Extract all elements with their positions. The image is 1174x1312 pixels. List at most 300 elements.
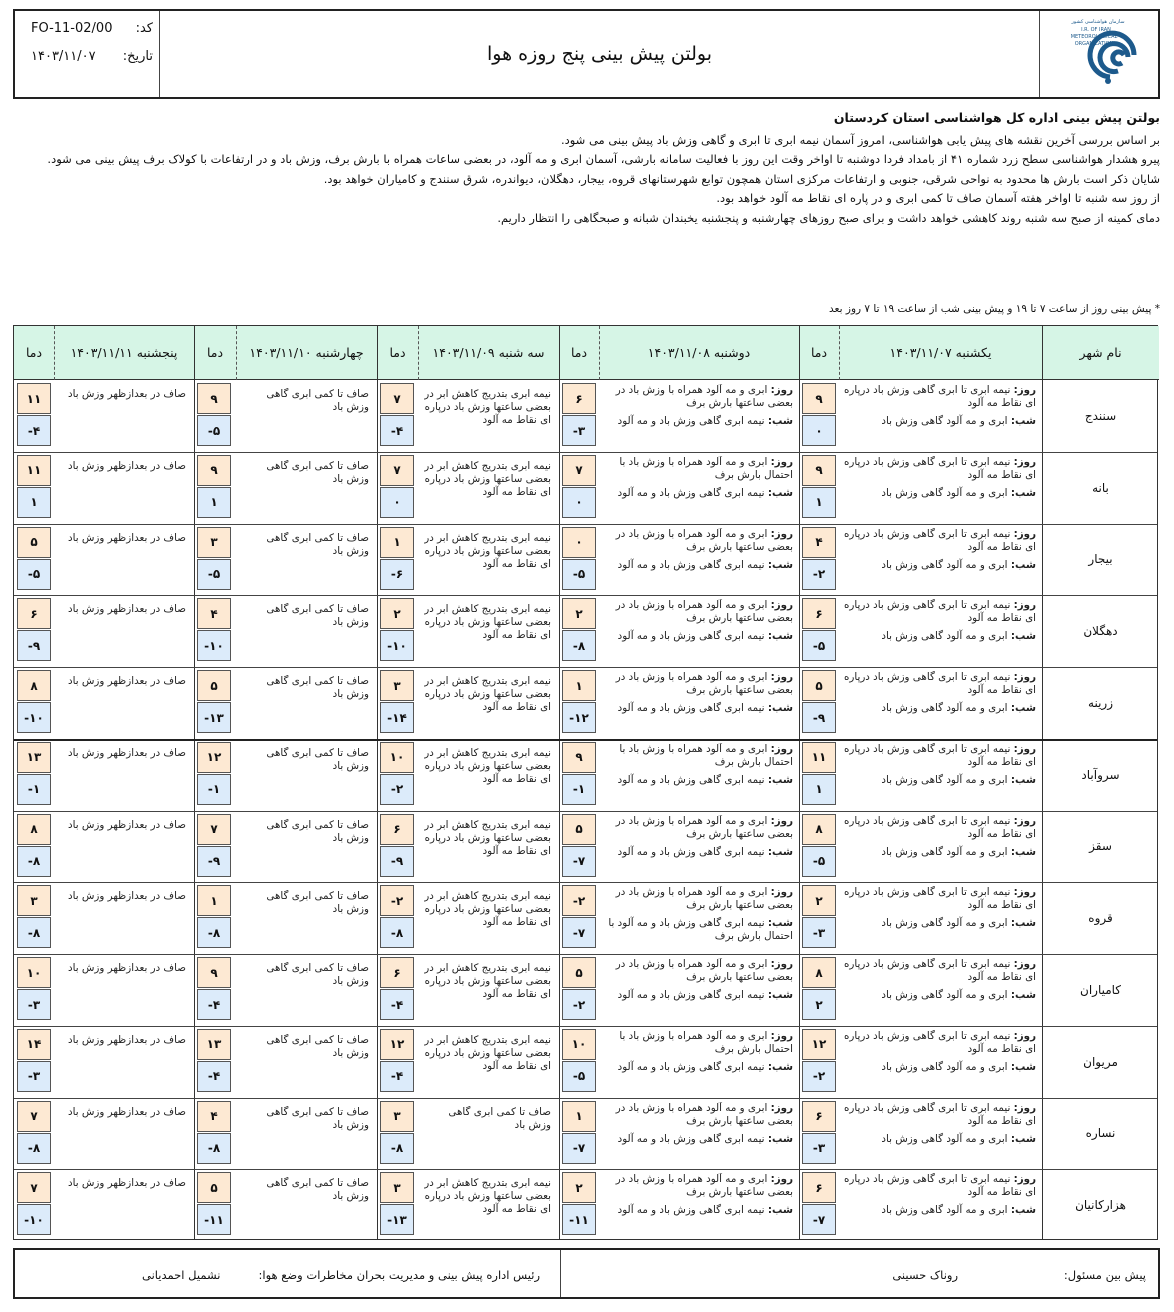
day-forecast-text: نیمه ابری تا ابری گاهی وزش باد درپاره ای نقاط مه آلود bbox=[843, 455, 1036, 481]
city-name: هزارکانیان bbox=[1075, 1198, 1126, 1213]
night-forecast bbox=[843, 917, 1036, 930]
night-forecast-text: ابری و مه آلود گاهی وزش باد bbox=[881, 1132, 1008, 1145]
day-label: روز: bbox=[1013, 384, 1036, 396]
day-forecast-text: ابری و مه آلود همراه با وزش باد در بعضی ساعتها بارش برف bbox=[615, 886, 793, 912]
day-label: روز: bbox=[1013, 886, 1036, 899]
min-temp-d2: ۰ bbox=[562, 487, 596, 518]
night-forecast bbox=[843, 989, 1036, 1002]
max-temp-d3: ۷ bbox=[380, 455, 414, 486]
night-forecast bbox=[843, 774, 1036, 787]
intro-paragraph-5: دمای کمینه از صبح سه شنبه روند کاهشی خواهد داشت و برای صبح روزهای چهارشنبه و پنجشنبه یخبندان شبانه و صبحگاهی را انتظار داریم. bbox=[497, 210, 1160, 225]
row-divider bbox=[14, 452, 1157, 453]
night-forecast bbox=[843, 487, 1036, 500]
night-label: شب: bbox=[767, 917, 793, 930]
row-divider bbox=[14, 595, 1157, 596]
max-temp-d1: ۸ bbox=[802, 814, 836, 845]
night-forecast-text: ابری و مه آلود گاهی وزش باد bbox=[881, 1060, 1008, 1073]
day-forecast bbox=[843, 815, 1036, 841]
max-temp-d2: ۱ bbox=[562, 1101, 596, 1132]
night-forecast bbox=[603, 846, 793, 859]
day-forecast bbox=[603, 599, 793, 625]
max-temp-d5: ۱۰ bbox=[17, 957, 51, 988]
night-label: شب: bbox=[1010, 702, 1036, 714]
day-label: روز: bbox=[770, 814, 793, 827]
row-divider bbox=[14, 739, 1157, 741]
night-forecast bbox=[603, 1061, 793, 1074]
max-temp-d2: ۰ bbox=[562, 527, 596, 558]
min-temp-d2: -۱۱ bbox=[562, 1204, 596, 1235]
code-value: FO-11-02/00 bbox=[31, 21, 113, 36]
day-forecast-text: ابری و مه آلود همراه با وزش باد با احتمال بارش برف bbox=[619, 742, 793, 768]
forecast-text-d4: صاف تا کمی ابری گاهی وزش باد bbox=[266, 1033, 369, 1059]
day-forecast-text: نیمه ابری تا ابری گاهی وزش باد درپاره ای نقاط مه آلود bbox=[843, 742, 1036, 768]
night-label: شب: bbox=[1010, 917, 1036, 930]
day-forecast-text: نیمه ابری تا ابری گاهی وزش باد درپاره ای نقاط مه آلود bbox=[843, 384, 1036, 409]
day-label: روز: bbox=[1013, 671, 1036, 683]
date-value: ۱۴۰۳/۱۱/۰۷ bbox=[31, 49, 96, 64]
max-temp-d5: ۷ bbox=[17, 1101, 51, 1132]
min-temp-d2: -۵ bbox=[562, 1061, 596, 1092]
night-forecast-text: نیمه ابری گاهی وزش باد و مه آلود bbox=[617, 558, 765, 571]
forecast-text-d1 bbox=[843, 743, 1036, 809]
forecast-text-d3: نیمه ابری بتدریج کاهش ابر در بعضی ساعتها وزش باد درپاره ای نقاط مه آلود bbox=[424, 531, 551, 570]
max-temp-d2: ۲ bbox=[562, 598, 596, 629]
city-name: بانه bbox=[1092, 480, 1109, 495]
forecast-text-d3: نیمه ابری بتدریج کاهش ابر در بعضی ساعتها وزش باد درپاره ای نقاط مه آلود bbox=[424, 746, 551, 785]
day-header-4: چهارشنبه ۱۴۰۳/۱۱/۱۰ bbox=[236, 326, 377, 380]
min-temp-d5: -۱۰ bbox=[17, 702, 51, 733]
forecast-text-d1 bbox=[843, 886, 1036, 952]
min-temp-d2: -۷ bbox=[562, 917, 596, 948]
max-temp-d4: ۴ bbox=[197, 1101, 231, 1132]
night-forecast bbox=[603, 630, 793, 643]
day-forecast bbox=[843, 528, 1036, 554]
max-temp-d5: ۳ bbox=[17, 885, 51, 916]
day-forecast-text: نیمه ابری تا ابری گاهی وزش باد درپاره ای نقاط مه آلود bbox=[843, 814, 1036, 840]
max-temp-d2: ۹ bbox=[562, 742, 596, 773]
min-temp-d2: -۵ bbox=[562, 559, 596, 590]
day-label: روز: bbox=[1013, 1101, 1036, 1114]
min-temp-d3: -۱۰ bbox=[380, 630, 414, 661]
max-temp-d5: ۱۱ bbox=[17, 455, 51, 486]
day-label: روز: bbox=[770, 886, 793, 899]
forecast-text-d3: نیمه ابری بتدریج کاهش ابر در بعضی ساعتها وزش باد درپاره ای نقاط مه آلود bbox=[424, 459, 551, 498]
temp-header-2: دما bbox=[559, 326, 599, 380]
day-label: روز: bbox=[1013, 527, 1036, 540]
night-forecast bbox=[603, 989, 793, 1002]
day-label: روز: bbox=[770, 671, 793, 683]
min-temp-d4: -۹ bbox=[197, 846, 231, 877]
max-temp-d2: ۱۰ bbox=[562, 1029, 596, 1060]
max-temp-d4: ۴ bbox=[197, 598, 231, 629]
row-divider bbox=[14, 667, 1157, 668]
forecast-text-d1 bbox=[843, 384, 1036, 450]
night-forecast-text: ابری و مه آلود گاهی وزش باد bbox=[881, 630, 1008, 643]
max-temp-d3: ۳ bbox=[380, 670, 414, 701]
max-temp-d4: ۳ bbox=[197, 527, 231, 558]
city-name: سنندج bbox=[1084, 408, 1117, 423]
night-forecast-text: نیمه ابری گاهی وزش باد و مه آلود bbox=[617, 415, 765, 427]
logo-spiral-icon bbox=[1038, 11, 1158, 97]
day-forecast-text: ابری و مه آلود همراه با وزش باد با احتمال بارش برف bbox=[619, 455, 793, 481]
max-temp-d3: ۳ bbox=[380, 1172, 414, 1203]
forecast-text-d5: صاف در بعدازظهر وزش باد bbox=[67, 1177, 186, 1190]
day-label: روز: bbox=[1013, 742, 1036, 755]
day-label: روز: bbox=[1013, 1029, 1036, 1042]
day-forecast bbox=[843, 456, 1036, 482]
night-label: شب: bbox=[767, 1132, 793, 1145]
night-forecast-text: ابری و مه آلود گاهی وزش باد bbox=[881, 558, 1008, 571]
day-label: روز: bbox=[770, 455, 793, 468]
day-forecast-text: ابری و مه آلود همراه با وزش باد در بعضی ساعتها بارش برف bbox=[615, 958, 793, 983]
min-temp-d5: -۸ bbox=[17, 846, 51, 877]
forecast-text-d4: صاف تا کمی ابری گاهی وزش باد bbox=[266, 603, 369, 629]
night-forecast-text: ابری و مه آلود گاهی وزش باد bbox=[881, 989, 1008, 1001]
day-label: روز: bbox=[1013, 958, 1036, 970]
min-temp-d2: -۱ bbox=[562, 774, 596, 805]
night-label: شب: bbox=[767, 989, 793, 1001]
city-name: سقز bbox=[1089, 839, 1112, 854]
min-temp-d2: -۸ bbox=[562, 630, 596, 661]
min-temp-d2: -۲ bbox=[562, 989, 596, 1020]
day-label: روز: bbox=[770, 1029, 793, 1042]
min-temp-d3: -۶ bbox=[380, 559, 414, 590]
city-header: نام شهر bbox=[1042, 326, 1159, 380]
day-forecast bbox=[603, 1102, 793, 1128]
min-temp-d4: -۱۰ bbox=[197, 630, 231, 661]
forecast-text-d3: نیمه ابری بتدریج کاهش ابر در بعضی ساعتها وزش باد درپاره ای نقاط مه آلود bbox=[424, 962, 551, 1000]
max-temp-d5: ۱۱ bbox=[17, 383, 51, 414]
city-name: سروآباد bbox=[1081, 767, 1120, 782]
night-forecast bbox=[603, 702, 793, 715]
day-forecast-text: نیمه ابری تا ابری گاهی وزش باد درپاره ای نقاط مه آلود bbox=[843, 527, 1036, 553]
night-label: شب: bbox=[767, 486, 793, 499]
night-label: شب: bbox=[1010, 486, 1036, 499]
min-temp-d5: -۸ bbox=[17, 917, 51, 948]
max-temp-d4: ۹ bbox=[197, 455, 231, 486]
day-forecast bbox=[843, 743, 1036, 769]
day-label: روز: bbox=[770, 599, 793, 612]
forecast-text-d3: نیمه ابری بتدریج کاهش ابر در بعضی ساعتها وزش باد درپاره ای نقاط مه آلود bbox=[424, 890, 551, 929]
organization-logo bbox=[1038, 11, 1158, 97]
forecast-text-d4: صاف تا کمی ابری گاهی وزش باد bbox=[266, 1177, 369, 1203]
night-forecast bbox=[603, 559, 793, 572]
head-name: نشمیل احمدیانی bbox=[142, 1268, 221, 1282]
forecast-text-d5: صاف در بعدازظهر وزش باد bbox=[67, 675, 186, 687]
min-temp-d3: -۴ bbox=[380, 1061, 414, 1092]
forecast-text-d2 bbox=[603, 815, 793, 881]
forecast-table bbox=[13, 325, 1158, 1240]
day-header-1: یکشنبه ۱۴۰۳/۱۱/۰۷ bbox=[839, 326, 1042, 380]
night-forecast-text: ابری و مه آلود گاهی وزش باد bbox=[881, 917, 1008, 930]
min-temp-d1: -۲ bbox=[802, 1061, 836, 1092]
forecast-text-d5: صاف در بعدازظهر وزش باد bbox=[67, 459, 186, 472]
min-temp-d1: -۹ bbox=[802, 702, 836, 733]
forecast-text-d2 bbox=[603, 384, 793, 450]
max-temp-d4: ۹ bbox=[197, 383, 231, 414]
bulletin-header bbox=[13, 9, 1160, 99]
city-name: قروه bbox=[1088, 911, 1113, 926]
forecast-text-d1 bbox=[843, 815, 1036, 881]
forecast-text-d5: صاف در بعدازظهر وزش باد bbox=[67, 603, 186, 616]
forecast-text-d4: صاف تا کمی ابری گاهی وزش باد bbox=[266, 675, 369, 700]
forecast-text-d3: نیمه ابری بتدریج کاهش ابر در بعضی ساعتها وزش باد درپاره ای نقاط مه آلود bbox=[424, 675, 551, 713]
night-label: شب: bbox=[1010, 845, 1036, 858]
max-temp-d1: ۶ bbox=[802, 598, 836, 629]
temp-header-5: دما bbox=[14, 326, 54, 380]
day-forecast bbox=[603, 384, 793, 410]
head-label: رئیس اداره پیش بینی و مدیریت بحران مخاطرات وضع هوا: bbox=[258, 1268, 540, 1282]
day-forecast-text: ابری و مه آلود همراه با وزش باد در بعضی ساعتها بارش برف bbox=[615, 1101, 793, 1127]
logo-text-fa: سازمان هواشناسی کشور bbox=[1071, 19, 1125, 25]
row-divider bbox=[14, 524, 1157, 525]
night-forecast bbox=[843, 415, 1036, 428]
day-forecast-text: ابری و مه آلود همراه با وزش باد در بعضی ساعتها بارش برف bbox=[615, 599, 793, 625]
night-label: شب: bbox=[1010, 630, 1036, 643]
intro-paragraph-2: پیرو هشدار هواشناسی سطح زرد شماره ۴۱ از بامداد فردا دوشنبه تا اواخر وقت این روز با فعالیت سامانه بارشی، آسمان ابری و مه آلود، در بعضی ساعات همراه با بارش برف، وزش باد و در ارتفاعات با کولاک برف پیش بینی می شود. bbox=[47, 152, 1160, 166]
min-temp-d1: -۵ bbox=[802, 630, 836, 661]
forecast-text-d2 bbox=[603, 886, 793, 952]
max-temp-d3: ۱ bbox=[380, 527, 414, 558]
forecast-text-d1 bbox=[843, 1173, 1036, 1239]
night-forecast-text: ابری و مه آلود گاهی وزش باد bbox=[881, 415, 1008, 427]
logo-text-en1: I.R. OF IRAN bbox=[1081, 27, 1111, 33]
forecast-text-d4: صاف تا کمی ابری گاهی وزش باد bbox=[266, 1105, 369, 1131]
min-temp-d3: -۲ bbox=[380, 774, 414, 805]
day-forecast bbox=[843, 599, 1036, 625]
forecast-text-d1 bbox=[843, 671, 1036, 737]
max-temp-d1: ۶ bbox=[802, 1172, 836, 1203]
night-label: شب: bbox=[1010, 1204, 1036, 1217]
forecast-text-d3: نیمه ابری بتدریج کاهش ابر در بعضی ساعتها وزش باد درپاره ای نقاط مه آلود bbox=[424, 388, 551, 426]
city-name: دهگلان bbox=[1083, 624, 1118, 639]
day-forecast bbox=[603, 886, 793, 912]
max-temp-d1: ۹ bbox=[802, 383, 836, 414]
night-forecast bbox=[603, 1133, 793, 1146]
forecast-text-d2 bbox=[603, 958, 793, 1024]
min-temp-d2: -۱۲ bbox=[562, 702, 596, 733]
max-temp-d1: ۵ bbox=[802, 670, 836, 701]
max-temp-d4: ۵ bbox=[197, 670, 231, 701]
max-temp-d2: ۲ bbox=[562, 1172, 596, 1203]
intro-paragraph-3: شایان ذکر است بارش ها محدود به نواحی شرقی، جنوبی و ارتفاعات مرکزی استان همچون توابع شهرستانهای قروه، بیجار، دهگلان، دیواندره، شرق سنندج و کامیاران خواهد بود. bbox=[323, 171, 1160, 186]
day-header-2: دوشنبه ۱۴۰۳/۱۱/۰۸ bbox=[599, 326, 799, 380]
max-temp-d3: ۱۰ bbox=[380, 742, 414, 773]
column-divider bbox=[194, 326, 195, 1239]
max-temp-d4: ۷ bbox=[197, 814, 231, 845]
night-forecast-text: نیمه ابری گاهی وزش باد و مه آلود bbox=[617, 702, 765, 714]
city-name: بیجار bbox=[1088, 552, 1113, 567]
day-forecast bbox=[843, 958, 1036, 984]
night-forecast-text: نیمه ابری گاهی وزش باد و مه آلود bbox=[617, 989, 765, 1001]
max-temp-d3: ۲ bbox=[380, 598, 414, 629]
min-temp-d3: -۸ bbox=[380, 917, 414, 948]
forecast-text-d5: صاف در بعدازظهر وزش باد bbox=[67, 890, 186, 903]
column-divider bbox=[377, 326, 378, 1239]
max-temp-d2: ۷ bbox=[562, 455, 596, 486]
forecast-text-d2 bbox=[603, 456, 793, 522]
forecast-time-note: * پیش بینی روز از ساعت ۷ تا ۱۹ و پیش بینی شب از ساعت ۱۹ تا ۷ روز بعد bbox=[829, 303, 1160, 315]
temp-header-3: دما bbox=[377, 326, 418, 380]
forecast-text-d4: صاف تا کمی ابری گاهی وزش باد bbox=[266, 890, 369, 916]
forecast-text-d2 bbox=[603, 528, 793, 594]
min-temp-d1: -۳ bbox=[802, 917, 836, 948]
forecast-text-d2 bbox=[603, 1102, 793, 1168]
min-temp-d4: -۱۱ bbox=[197, 1204, 231, 1235]
min-temp-d1: -۲ bbox=[802, 559, 836, 590]
max-temp-d1: ۱۱ bbox=[802, 742, 836, 773]
night-label: شب: bbox=[767, 558, 793, 571]
header-dash-divider bbox=[839, 326, 840, 380]
date-label: تاریخ: bbox=[122, 49, 153, 64]
min-temp-d4: -۴ bbox=[197, 1061, 231, 1092]
max-temp-d1: ۶ bbox=[802, 1101, 836, 1132]
min-temp-d4: -۴ bbox=[197, 989, 231, 1020]
forecast-text-d1 bbox=[843, 456, 1036, 522]
day-header-3: سه شنبه ۱۴۰۳/۱۱/۰۹ bbox=[418, 326, 559, 380]
night-forecast-text: ابری و مه آلود گاهی وزش باد bbox=[881, 845, 1008, 858]
night-label: شب: bbox=[767, 845, 793, 858]
max-temp-d2: ۱ bbox=[562, 670, 596, 701]
min-temp-d5: -۳ bbox=[17, 1061, 51, 1092]
night-forecast-text: نیمه ابری گاهی وزش باد و مه آلود با احتمال بارش برف bbox=[608, 917, 793, 943]
min-temp-d5: -۸ bbox=[17, 1133, 51, 1164]
min-temp-d2: -۷ bbox=[562, 1133, 596, 1164]
forecast-text-d2 bbox=[603, 671, 793, 737]
day-forecast-text: ابری و مه آلود همراه با وزش باد در بعضی ساعتها بارش برف bbox=[615, 671, 793, 696]
max-temp-d4: ۹ bbox=[197, 957, 231, 988]
city-name: کامیاران bbox=[1080, 982, 1122, 997]
night-forecast-text: نیمه ابری گاهی وزش باد و مه آلود bbox=[617, 1132, 765, 1145]
max-temp-d3: ۳ bbox=[380, 1101, 414, 1132]
day-forecast bbox=[603, 958, 793, 984]
min-temp-d4: ۱ bbox=[197, 487, 231, 518]
day-forecast bbox=[603, 456, 793, 482]
header-dash-divider bbox=[418, 326, 419, 380]
min-temp-d2: -۷ bbox=[562, 846, 596, 877]
max-temp-d1: ۹ bbox=[802, 455, 836, 486]
forecast-text-d5: صاف در بعدازظهر وزش باد bbox=[67, 818, 186, 831]
min-temp-d3: -۱۳ bbox=[380, 1204, 414, 1235]
forecast-text-d5: صاف در بعدازظهر وزش باد bbox=[67, 388, 186, 400]
max-temp-d2: -۲ bbox=[562, 885, 596, 916]
day-forecast-text: نیمه ابری تا ابری گاهی وزش باد درپاره ای نقاط مه آلود bbox=[843, 1029, 1036, 1055]
forecast-text-d3: صاف تا کمی ابری گاهی وزش باد bbox=[448, 1105, 551, 1131]
day-forecast-text: نیمه ابری تا ابری گاهی وزش باد درپاره ای نقاط مه آلود bbox=[843, 1173, 1036, 1199]
day-label: روز: bbox=[1013, 599, 1036, 612]
max-temp-d3: ۶ bbox=[380, 957, 414, 988]
min-temp-d3: -۴ bbox=[380, 415, 414, 446]
forecast-text-d2 bbox=[603, 743, 793, 809]
intro-title: بولتن پیش بینی اداره کل هواشناسی استان کردستان bbox=[833, 110, 1160, 125]
day-label: روز: bbox=[770, 1173, 793, 1186]
min-temp-d4: -۱۳ bbox=[197, 702, 231, 733]
max-temp-d5: ۸ bbox=[17, 814, 51, 845]
min-temp-d4: -۸ bbox=[197, 917, 231, 948]
day-forecast-text: نیمه ابری تا ابری گاهی وزش باد درپاره ای نقاط مه آلود bbox=[843, 886, 1036, 912]
forecast-text-d5: صاف در بعدازظهر وزش باد bbox=[67, 962, 186, 974]
forecast-text-d4: صاف تا کمی ابری گاهی وزش باد bbox=[266, 459, 369, 485]
forecast-text-d5: صاف در بعدازظهر وزش باد bbox=[67, 1033, 186, 1046]
day-forecast-text: نیمه ابری تا ابری گاهی وزش باد درپاره ای نقاط مه آلود bbox=[843, 599, 1036, 625]
temp-header-4: دما bbox=[194, 326, 236, 380]
intro-section bbox=[10, 108, 1160, 228]
night-forecast bbox=[603, 415, 793, 428]
day-forecast bbox=[843, 1102, 1036, 1128]
day-label: روز: bbox=[770, 958, 793, 970]
night-label: شب: bbox=[767, 773, 793, 786]
night-forecast bbox=[843, 702, 1036, 715]
night-forecast-text: ابری و مه آلود گاهی وزش باد bbox=[881, 1204, 1008, 1217]
min-temp-d1: ۰ bbox=[802, 415, 836, 446]
max-temp-d5: ۱۳ bbox=[17, 742, 51, 773]
min-temp-d1: -۷ bbox=[802, 1204, 836, 1235]
intro-paragraph-1: بر اساس بررسی آخرین نقشه های پیش یابی هواشناسی، امروز آسمان نیمه ابری تا ابری و گاهی وزش باد پیش بینی می شود. bbox=[560, 132, 1160, 147]
forecaster-name: روناک حسینی bbox=[892, 1268, 958, 1282]
day-forecast-text: نیمه ابری تا ابری گاهی وزش باد درپاره ای نقاط مه آلود bbox=[843, 1101, 1036, 1127]
max-temp-d2: ۵ bbox=[562, 957, 596, 988]
min-temp-d4: -۵ bbox=[197, 559, 231, 590]
forecast-text-d5: صاف در بعدازظهر وزش باد bbox=[67, 531, 186, 544]
day-label: روز: bbox=[770, 742, 793, 755]
day-forecast-text: ابری و مه آلود همراه با وزش باد با احتمال بارش برف bbox=[619, 1029, 793, 1055]
forecast-text-d3: نیمه ابری بتدریج کاهش ابر در بعضی ساعتها وزش باد درپاره ای نقاط مه آلود bbox=[424, 603, 551, 642]
forecast-text-d4: صاف تا کمی ابری گاهی وزش باد bbox=[266, 531, 369, 557]
min-temp-d4: -۱ bbox=[197, 774, 231, 805]
night-forecast-text: ابری و مه آلود گاهی وزش باد bbox=[881, 773, 1008, 786]
max-temp-d5: ۵ bbox=[17, 527, 51, 558]
day-header-5: پنجشنبه ۱۴۰۳/۱۱/۱۱ bbox=[54, 326, 194, 380]
min-temp-d5: -۹ bbox=[17, 630, 51, 661]
forecast-text-d4: صاف تا کمی ابری گاهی وزش باد bbox=[266, 388, 369, 413]
night-forecast bbox=[843, 846, 1036, 859]
max-temp-d5: ۱۴ bbox=[17, 1029, 51, 1060]
night-label: شب: bbox=[767, 630, 793, 643]
row-divider bbox=[14, 1026, 1157, 1027]
forecast-text-d1 bbox=[843, 958, 1036, 1024]
max-temp-d1: ۲ bbox=[802, 885, 836, 916]
code-date-box bbox=[15, 11, 160, 97]
day-forecast-text: ابری و مه آلود همراه با وزش باد در بعضی ساعتها بارش برف bbox=[615, 384, 793, 409]
forecast-text-d2 bbox=[603, 599, 793, 665]
day-label: روز: bbox=[770, 384, 793, 396]
max-temp-d4: ۱ bbox=[197, 885, 231, 916]
day-forecast bbox=[603, 815, 793, 841]
max-temp-d1: ۸ bbox=[802, 957, 836, 988]
header-dash-divider bbox=[54, 326, 55, 380]
max-temp-d5: ۷ bbox=[17, 1172, 51, 1203]
column-divider bbox=[799, 326, 800, 1239]
night-forecast-text: ابری و مه آلود گاهی وزش باد bbox=[881, 702, 1008, 714]
max-temp-d5: ۸ bbox=[17, 670, 51, 701]
night-forecast-text: ابری و مه آلود گاهی وزش باد bbox=[881, 486, 1008, 499]
day-forecast bbox=[603, 743, 793, 769]
forecast-text-d4: صاف تا کمی ابری گاهی وزش باد bbox=[266, 818, 369, 844]
day-forecast bbox=[843, 384, 1036, 410]
night-forecast-text: نیمه ابری گاهی وزش باد و مه آلود bbox=[617, 630, 765, 643]
day-label: روز: bbox=[770, 527, 793, 540]
city-name: زرینه bbox=[1088, 695, 1113, 710]
bulletin-title: بولتن پیش بینی پنج روزه هوا bbox=[160, 11, 1040, 97]
min-temp-d2: -۳ bbox=[562, 415, 596, 446]
night-label: شب: bbox=[1010, 558, 1036, 571]
night-forecast bbox=[603, 1204, 793, 1217]
min-temp-d1: -۳ bbox=[802, 1133, 836, 1164]
forecaster-label: پیش بین مسئول: bbox=[1063, 1268, 1146, 1282]
max-temp-d3: ۱۲ bbox=[380, 1029, 414, 1060]
night-forecast-text: نیمه ابری گاهی وزش باد و مه آلود bbox=[617, 773, 765, 786]
night-forecast bbox=[843, 1204, 1036, 1217]
